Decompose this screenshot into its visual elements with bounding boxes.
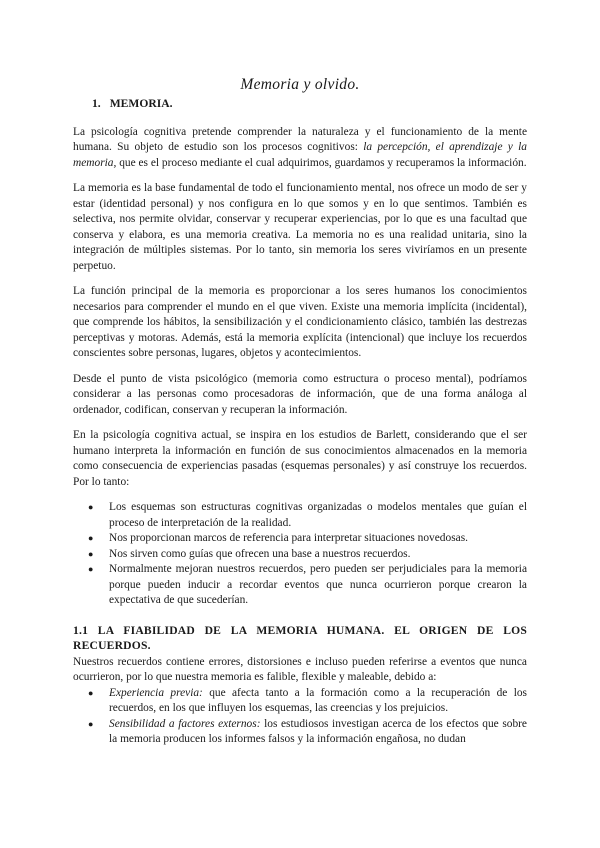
section-number: 1. (92, 97, 101, 110)
list-item-text: los estudiosos investigan acerca de los efectos que sobre la memoria producen los informes falsos y la información engañosa, no dudan (109, 717, 527, 745)
bullet-icon: ● (88, 687, 94, 698)
paragraph-1-text: La psicología cognitiva pretende comprender la naturaleza y el funcionamiento de la mente humana. Su objeto de estudio son los procesos cognitivos: (73, 125, 527, 153)
list-item (73, 500, 527, 531)
bullet-icon: ● (88, 533, 94, 543)
list-item (73, 547, 527, 563)
bullet-icon: ● (88, 548, 94, 559)
paragraph-1 (73, 125, 527, 172)
document-title: Memoria y olvido. (240, 76, 360, 93)
paragraph-1-text-end: que es el proceso mediante el cual adquirimos, guardamos y recuperamos la información. (116, 156, 527, 169)
list-item-text: Nos proporcionan marcos de referencia para interpretar situaciones novedosas. (109, 532, 468, 544)
paragraph-2: La memoria es la base fundamental de todo el funcionamiento mental, nos ofrece un modo de ser y estar (identidad personal) y nos configura en lo que somos y en lo que sentimos. También es selectiva, nos permite olvidar, conservar y recuperar experiencias, por lo que es una facultad que conserva y elabora, es una memoria creativa. La memoria no es una realidad unitaria, sino la integración de múltiples sistemas. Por lo tanto, sin memoria los seres viviríamos en un presente perpetuo. (73, 182, 527, 272)
section-title: MEMORIA. (109, 97, 173, 110)
paragraph-3: La función principal de la memoria es proporcionar a los seres humanos los conocimientos necesarios para comprender el mundo en el que viven. Existe una memoria implícita (incidental), que comprende los hábitos, la sensibilización y el condicionamiento clásico, también las destrezas perceptivas y motoras. Además, está la memoria explícita (intencional) que incluye los recuerdos conscientes sobre personas, lugares, objetos y acontecimientos. (73, 285, 527, 359)
list-item-text: Los esquemas son estructuras cognitivas organizadas o modelos mentales que guían el proceso de interpretación de la realidad. (109, 501, 527, 529)
section-heading-memoria (92, 96, 527, 112)
list-item (73, 717, 527, 748)
bullet-icon: ● (88, 502, 94, 512)
paragraph-1-italic: la percepción, el aprendizaje y la memoria, (73, 141, 527, 169)
list-item-text: que afecta tanto a la formación como a la recuperación de los recuerdos, en los que influyen los esquemas, las creencias y los prejuicios. (109, 686, 527, 714)
paragraph-6: Nuestros recuerdos contiene errores, distorsiones e incluso pueden referirse a eventos que nunca ocurrieron, por lo que nuestra memoria es falible, flexible y maleable, debido a: (73, 655, 527, 683)
paragraph-5: En la psicología cognitiva actual, se inspira en los estudios de Barlett, considerando que el ser humano interpreta la información en función de sus conocimientos almacenados en la memoria como consecuencia de experiencias pasadas (esquemas personales) y así construye los recuerdos. Por lo tanto: (73, 429, 527, 488)
list-item-term: Experiencia previa: (109, 686, 203, 699)
list-item (73, 686, 527, 717)
bullet-icon: ● (88, 564, 94, 574)
list-item-term: Sensibilidad a factores externos: (109, 717, 261, 730)
schema-list (73, 500, 527, 609)
list-item (73, 562, 527, 609)
bullet-icon: ● (88, 718, 94, 729)
document-body (73, 96, 527, 758)
list-item-text: Normalmente mejoran nuestros recuerdos, pero pueden ser perjudiciales para la memoria porque pueden inducir a recordar eventos que nunca ocurrieron porque crearon la expectativa de que sucederían. (109, 563, 527, 606)
factors-list (73, 686, 527, 748)
list-item-text: Nos sirven como guías que ofrecen una base a nuestros recuerdos. (109, 547, 411, 560)
paragraph-4: Desde el punto de vista psicológico (memoria como estructura o proceso mental), podríamos considerar a las personas como procesadoras de información, que de una forma análoga al ordenador, codifican, conservan y recuperan la información. (73, 372, 527, 416)
list-item (73, 531, 527, 547)
section-heading-fiabilidad: 1.1 LA FIABILIDAD DE LA MEMORIA HUMANA. EL ORIGEN DE LOS RECUERDOS. (73, 623, 527, 652)
